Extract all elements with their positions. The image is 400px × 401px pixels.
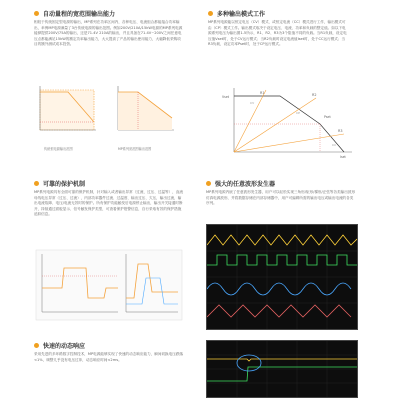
caption-right: MP系列宽范围输出范围 — [118, 147, 152, 151]
section-body: MP系列电源能以恒定电压（CV）模式、或恒定电流（CC）模式进行工作，输出模式可由（CP）模式工作。输出模式取决于设定电压、电流、功率和负载的整定值。如以下电源系列电压为输出图1-5所示，R1、R2、R3为3个阻值不同的负载。当R1负载，设定电压值Vset时，处于CV运行模式；当R2负载时设定电流值Iset时，处于CC运行模式；当R3负载，设定功率Pset时，处于CP运行模式。 — [208, 20, 347, 47]
section-title: 可靠的保护机制 — [43, 180, 86, 188]
waveform-scope — [206, 224, 358, 330]
section-range — [34, 8, 184, 48]
label-pset: Pset — [324, 115, 331, 119]
label-cp: CP — [296, 111, 300, 115]
label-r3: R3 — [338, 129, 343, 133]
caption-left: 传统恒电源输出范围 — [44, 147, 73, 151]
section-title: 强大的任意波形发生器 — [215, 180, 276, 188]
protect-chart — [34, 248, 184, 323]
label-vset: Vset — [222, 95, 230, 99]
section-title: 快速的动态响应 — [43, 342, 86, 350]
label-cv: CV — [250, 101, 255, 105]
dynamic-scope — [206, 340, 358, 398]
range-chart-left — [34, 84, 104, 144]
bullet-icon — [34, 11, 39, 16]
label-r2: R2 — [312, 93, 317, 97]
range-chart-right — [112, 84, 182, 144]
label-r1: R1 — [260, 91, 265, 95]
dynamic-traces — [207, 341, 357, 397]
bullet-icon — [208, 11, 213, 16]
section-title: 自动量程的宽范围输出能力 — [43, 10, 116, 18]
section-body: MP系列电源内嵌了任意波形发生器，用户可以轻松实现三角形/矩形/梯形/正弦等各类输出波形仿真电源波形，并将数据存储在内部存储器中，用户可编辑所需的输出电压或输出电流的各类序列。 — [206, 190, 356, 206]
label-cc: CC — [332, 143, 337, 147]
section-dynamic — [34, 340, 184, 363]
label-iset: Iset — [340, 155, 346, 159]
modes-chart — [220, 84, 360, 164]
section-body: 相较于传统固定型电源的输出，MP系列在功率区间内，各种电压、电流组合都能接合功率输出，举例MP电源满量了3台传统电源的输出范围。例如200V/210A/15kW电源的MP系列电源能够提供200V/75A的输出，还是71.4V 210A的输出，并且具备在71.4V~200V之间任意电压点都能满足15kW的额定功率输出能力，大大提高了产品的输出使用能力，大幅降低采购项目的额外测试成本投资。 — [34, 20, 183, 47]
section-waveform — [206, 178, 356, 207]
bullet-icon — [34, 181, 39, 186]
bullet-icon — [34, 343, 39, 348]
section-protect — [34, 178, 184, 218]
waveform-traces — [207, 225, 357, 329]
bullet-icon — [206, 181, 211, 186]
section-modes — [208, 8, 358, 48]
section-body: 采用先进的多环路数字控制技术，MP电源能够实现了快速的动态响应能力，瞬间切换电压跌落<1%，调整几乎没有电压过冲，动态响应时间<2ms。 — [34, 352, 184, 362]
section-body: MP系列电源具有全面可靠的保护机制，针对输入或者输出异常（过流、过压、过温等），直流母线电压异常（过压、过流），内部功率器件过流、过温度、输出过压、欠压，输出过流，输出电流故障、电压/电流无效时的保护。所有保护功能触发后电源停止输出，输出开关接通时断开，持续通过面板显示、信号触发保护类型，可查看保护报警信息，自行采取有效的保护措施追踪信息。 — [34, 190, 184, 217]
section-title: 多种输出模式工作 — [217, 10, 266, 18]
